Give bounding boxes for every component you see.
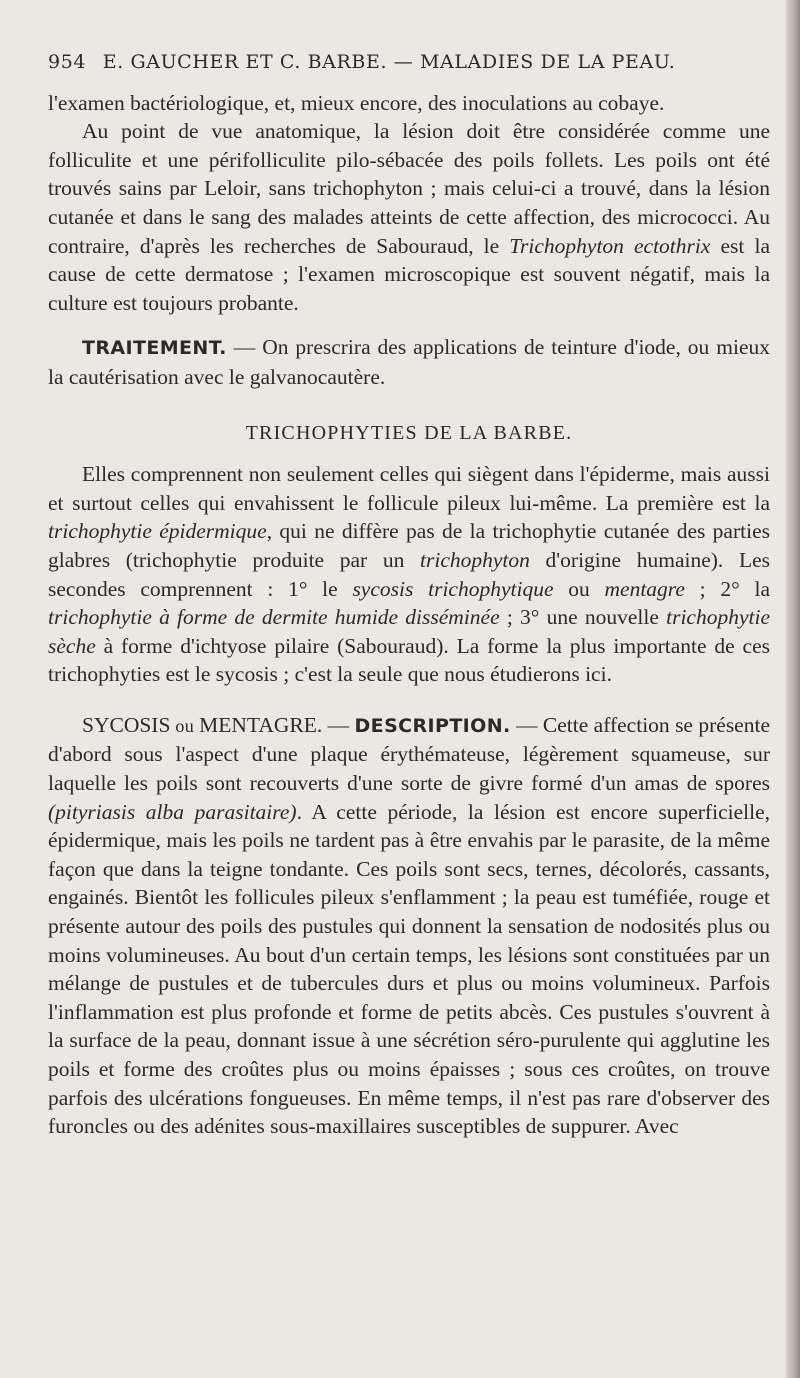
text-run: est la cause de cette dermatose ; l'examen microscopique est souvent négatif, mais la culture est toujours probante. <box>48 233 770 315</box>
italic-term: trichophyton <box>420 547 530 572</box>
italic-term: (pityriasis alba parasitaire) <box>48 799 297 824</box>
italic-term: Trichophyton ectothrix <box>509 233 711 258</box>
page-edge <box>786 0 800 1378</box>
paragraph-traitement <box>48 333 770 391</box>
traitement-label: TRAITEMENT. <box>82 337 227 360</box>
italic-term: trichophytie à forme de dermite humide disséminée <box>48 605 500 630</box>
text-run: ; 3° une nouvelle <box>499 605 667 630</box>
page-content <box>48 48 770 1141</box>
italic-term: trichophytie sèche <box>48 605 770 658</box>
paragraph-1: l'examen bactériologique, et, mieux encore, des inoculations au cobaye. <box>48 90 665 115</box>
text-run: à forme d'ichtyose pilaire (Sabouraud). La forme la plus importante de ces trichophyties est le sycosis ; c'est la seule que nous étudierons ici. <box>48 633 770 687</box>
description-label: DESCRIPTION. <box>354 714 511 737</box>
italic-term: sycosis trichophytique <box>352 576 554 601</box>
text-run: — <box>322 712 355 737</box>
text-run: d'origine humaine). Les secondes comprennent : 1° le <box>48 547 770 601</box>
text-run: ou <box>553 576 605 601</box>
text-run: , qui ne diffère pas de la trichophytie cutanée des parties glabres (trichophytie produite par un <box>48 519 770 572</box>
text-run: ou <box>170 715 200 736</box>
italic-term: trichophytie épidermique <box>48 519 267 544</box>
text-run: — Cette affection se présente d'abord sous l'aspect d'une plaque érythémateuse, légèrement squameuse, sur laquelle les poils sont recouverts d'une sorte de givre formé d'un amas de spores <box>48 712 770 796</box>
running-head <box>48 48 770 77</box>
sycosis-label: SYCOSIS <box>82 712 171 737</box>
mentagre-label: MENTAGRE. <box>199 712 323 737</box>
italic-term: mentagre <box>604 576 685 601</box>
page-number: 954 <box>48 51 87 73</box>
paragraph-2 <box>48 117 770 317</box>
section-title: TRICHOPHYTIES DE LA BARBE. <box>245 421 573 444</box>
text-run: Elles comprennent non seulement celles qui siègent dans l'épiderme, mais aussi et surtout celles qui envahissent le follicule pileux lui-même. La première est la <box>48 462 770 515</box>
paragraph-sycosis <box>48 711 770 1141</box>
running-title: E. GAUCHER ET C. BARBE. — MALADIES DE LA PEAU. <box>102 51 676 73</box>
text-run: — On prescrira des applications de teinture d'iode, ou mieux la cautérisation avec le galvanocautère. <box>48 335 770 389</box>
text-run: ; 2° la <box>684 576 770 601</box>
text-run: Au point de vue anatomique, la lésion doit être considérée comme une folliculite et une périfolliculite pilo-sébacée des poils follets. Les poils ont été trouvés sains par Leloir, sans trichophyton ; mais celui-ci a trouvé, dans la lésion cutanée et dans le sang des malades atteints de cette affection, des micrococci. Au contraire, d'après les recherches de Sabouraud, le <box>48 119 770 258</box>
paragraph-4 <box>48 460 770 689</box>
text-run: . A cette période, la lésion est encore superficielle, épidermique, mais les poils ne tardent pas à être envahis par le parasite, de la même façon que dans la teigne tondante. Ces poils sont secs, ternes, décolorés, cassants, engainés. Bientôt les follicules pileux s'enflamment ; la peau est tuméfiée, rouge et présente autour des poils des pustules qui donnent la sensation de nodosités plus ou moins volumineuses. Au bout d'un certain temps, les lésions sont constituées par un mélange de pustules et de tubercules durs et plus ou moins volumineux. Parfois l'inflammation est plus profonde et forme de petits abcès. Ces pustules s'ouvrent à la surface de la peau, donnant issue à une sécrétion séro-purulente qui agglutine les poils et forme des croûtes plus ou moins épaisses ; sous ces croûtes, on trouve parfois des ulcérations fongueuses. En même temps, il n'est pas rare d'observer des furoncles ou des adénites sous-maxillaires susceptibles de suppurer. Avec <box>48 799 770 1139</box>
